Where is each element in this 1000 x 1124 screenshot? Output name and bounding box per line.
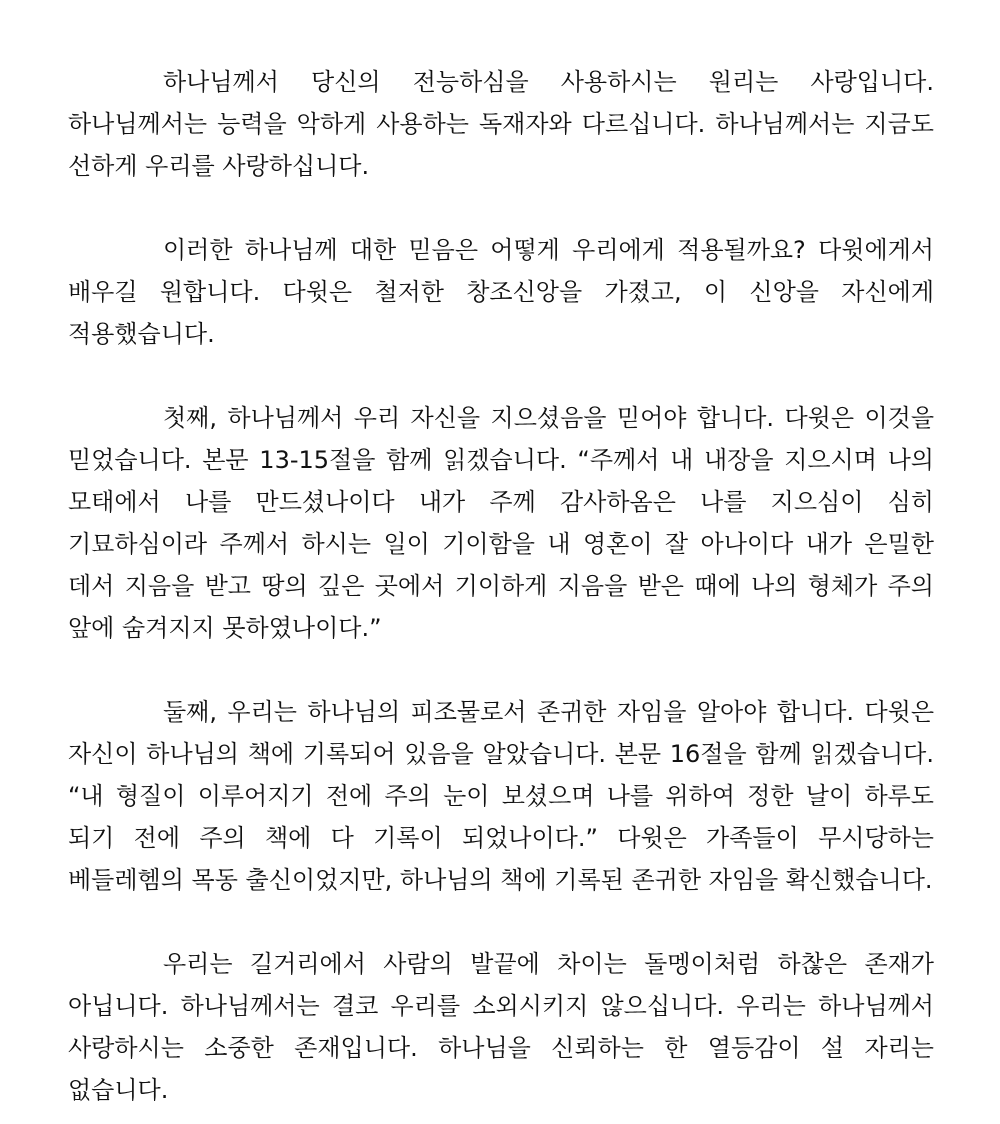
paragraph-5: 우리는 길거리에서 사람의 발끝에 차이는 돌멩이처럼 하찮은 존재가 아닙니다. 하나님께서는 결코 우리를 소외시키지 않으십니다. 우리는 하나님께서 사랑하시는 소중한 존재입니다. 하나님을 신뢰하는 한 열등감이 설 자리는 없습니다. — [68, 950, 934, 1104]
paragraph-2: 이러한 하나님께 대한 믿음은 어떻게 우리에게 적용될까요? 다윗에게서 배우길 원합니다. 다윗은 철저한 창조신앙을 가졌고, 이 신앙을 자신에게 적용했습니다. — [68, 236, 934, 348]
paragraph-4: 둘째, 우리는 하나님의 피조물로서 존귀한 자임을 알아야 합니다. 다윗은 자신이 하나님의 책에 기록되어 있음을 알았습니다. 본문 16절을 함께 읽겠습니다. “내 형질이 이루어지기 전에 주의 눈이 보셨으며 나를 위하여 정한 날이 하루도 되기 전에 주의 책에 다 기록이 되었나이다.” 다윗은 가족들이 무시당하는 베들레헴의 목동 출신이었지만, 하나님의 책에 기록된 존귀한 자임을 확신했습니다. — [68, 698, 934, 894]
paragraph-1: 하나님께서 당신의 전능하심을 사용하시는 원리는 사랑입니다. 하나님께서는 능력을 악하게 사용하는 독재자와 다르십니다. 하나님께서는 지금도 선하게 우리를 사랑하십니다. — [68, 68, 934, 180]
paragraph-3: 첫째, 하나님께서 우리 자신을 지으셨음을 믿어야 합니다. 다윗은 이것을 믿었습니다. 본문 13-15절을 함께 읽겠습니다. “주께서 내 내장을 지으시며 나의 모태에서 나를 만드셨나이다 내가 주께 감사하옴은 나를 지으심이 심히 기묘하심이라 주께서 하시는 일이 기이함을 내 영혼이 잘 아나이다 내가 은밀한 데서 지음을 받고 땅의 깊은 곳에서 기이하게 지음을 받은 때에 나의 형체가 주의 앞에 숨겨지지 못하였나이다.” — [68, 404, 934, 642]
